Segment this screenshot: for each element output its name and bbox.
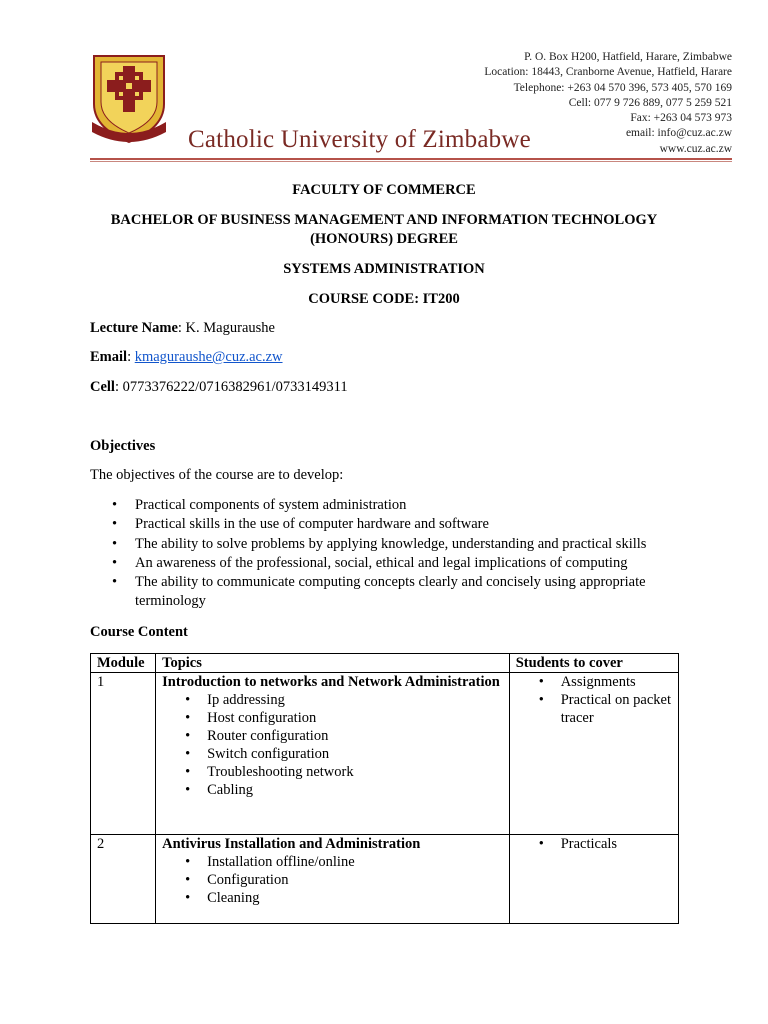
module-number: 2 (91, 835, 156, 924)
cover-cell (509, 835, 678, 924)
list-item: • The ability to communicate computing concepts clearly and concisely using appropriate terminology (90, 573, 680, 612)
topics-cell (156, 835, 510, 924)
list-item: • Installation offline/online (162, 853, 503, 871)
topic-title: Introduction to networks and Network Administration (162, 674, 500, 690)
objectives-heading: Objectives (90, 438, 156, 454)
list-item: • Practical on packet tracer (516, 691, 672, 727)
column-header-topics: Topics (156, 654, 510, 673)
lecturer-email-sep: : (127, 349, 135, 365)
lecturer-email-label: Email (90, 349, 128, 365)
list-item: • Router configuration (162, 727, 503, 745)
course-content-table (90, 653, 679, 924)
list-item: • The ability to solve problems by applying knowledge, understanding and practical skills (90, 535, 680, 554)
contact-address: P. O. Box H200, Hatfield, Harare, Zimbabwe (524, 51, 732, 63)
cover-cell (509, 673, 678, 835)
table-row (91, 673, 679, 835)
contact-email: email: info@cuz.ac.zw (625, 127, 732, 140)
lecturer-email-link[interactable]: kmaguraushe@cuz.ac.zw (134, 349, 283, 365)
list-item: • Ip addressing (162, 691, 503, 709)
degree-title-line2: (HONOURS) DEGREE (310, 231, 458, 247)
list-item: • Cabling (162, 781, 503, 799)
column-header-module: Module (91, 654, 156, 673)
list-item: • Practical skills in the use of computer hardware and software (90, 515, 680, 534)
list-item: • Cleaning (162, 889, 503, 907)
list-item: • Switch configuration (162, 745, 503, 763)
list-item: • Configuration (162, 871, 503, 889)
lecturer-name-line (90, 320, 275, 337)
lecturer-name-label: Lecture Name (90, 320, 178, 336)
letterhead (90, 48, 732, 160)
contact-cell: Cell: 077 9 726 889, 077 5 259 521 (568, 96, 732, 109)
lecturer-name-value: : K. Maguraushe (177, 320, 275, 336)
header-rule (90, 158, 732, 160)
lecturer-cell-value: : 0773376222/0716382961/0733149311 (114, 379, 348, 395)
topic-title: Antivirus Installation and Administration (162, 836, 421, 852)
faculty-title: FACULTY OF COMMERCE (292, 182, 476, 198)
table-header-row (91, 654, 679, 673)
lecturer-cell-label: Cell (90, 379, 115, 395)
contact-website: www.cuz.ac.zw (659, 142, 732, 155)
cover-list (516, 835, 672, 853)
course-content-heading: Course Content (90, 624, 188, 640)
module-number: 1 (91, 673, 156, 835)
contact-fax: Fax: +263 04 573 973 (630, 112, 732, 125)
table-row (91, 835, 679, 924)
list-item: • Host configuration (162, 709, 503, 727)
list-item: • Practical components of system administration (90, 496, 680, 515)
lecturer-cell-line (90, 379, 348, 396)
course-code: COURSE CODE: IT200 (308, 291, 460, 307)
contact-block (484, 50, 732, 157)
course-title: SYSTEMS ADMINISTRATION (283, 261, 485, 277)
list-item: • An awareness of the professional, social, ethical and legal implications of computing (90, 554, 680, 573)
column-header-students-to-cover: Students to cover (509, 654, 678, 673)
topic-list (162, 853, 503, 907)
objectives-intro: The objectives of the course are to develop: (90, 467, 344, 483)
topics-cell (156, 673, 510, 835)
contact-telephone: Telephone: +263 04 570 396, 573 405, 570 169 (513, 81, 732, 94)
list-item: • Practicals (516, 835, 672, 853)
contact-location: Location: 18443, Cranborne Avenue, Hatfield, Harare (484, 66, 732, 79)
degree-title-line1: BACHELOR OF BUSINESS MANAGEMENT AND INFORMATION TECHNOLOGY (110, 212, 658, 228)
topic-list (162, 691, 503, 799)
university-crest-icon (90, 52, 168, 146)
list-item: • Assignments (516, 673, 672, 691)
header-rule-thin (90, 161, 732, 162)
objectives-list (90, 496, 680, 612)
list-item: • Troubleshooting network (162, 763, 503, 781)
cover-list (516, 673, 672, 727)
lecturer-email-line (90, 349, 283, 366)
university-name: Catholic University of Zimbabwe (188, 126, 531, 153)
